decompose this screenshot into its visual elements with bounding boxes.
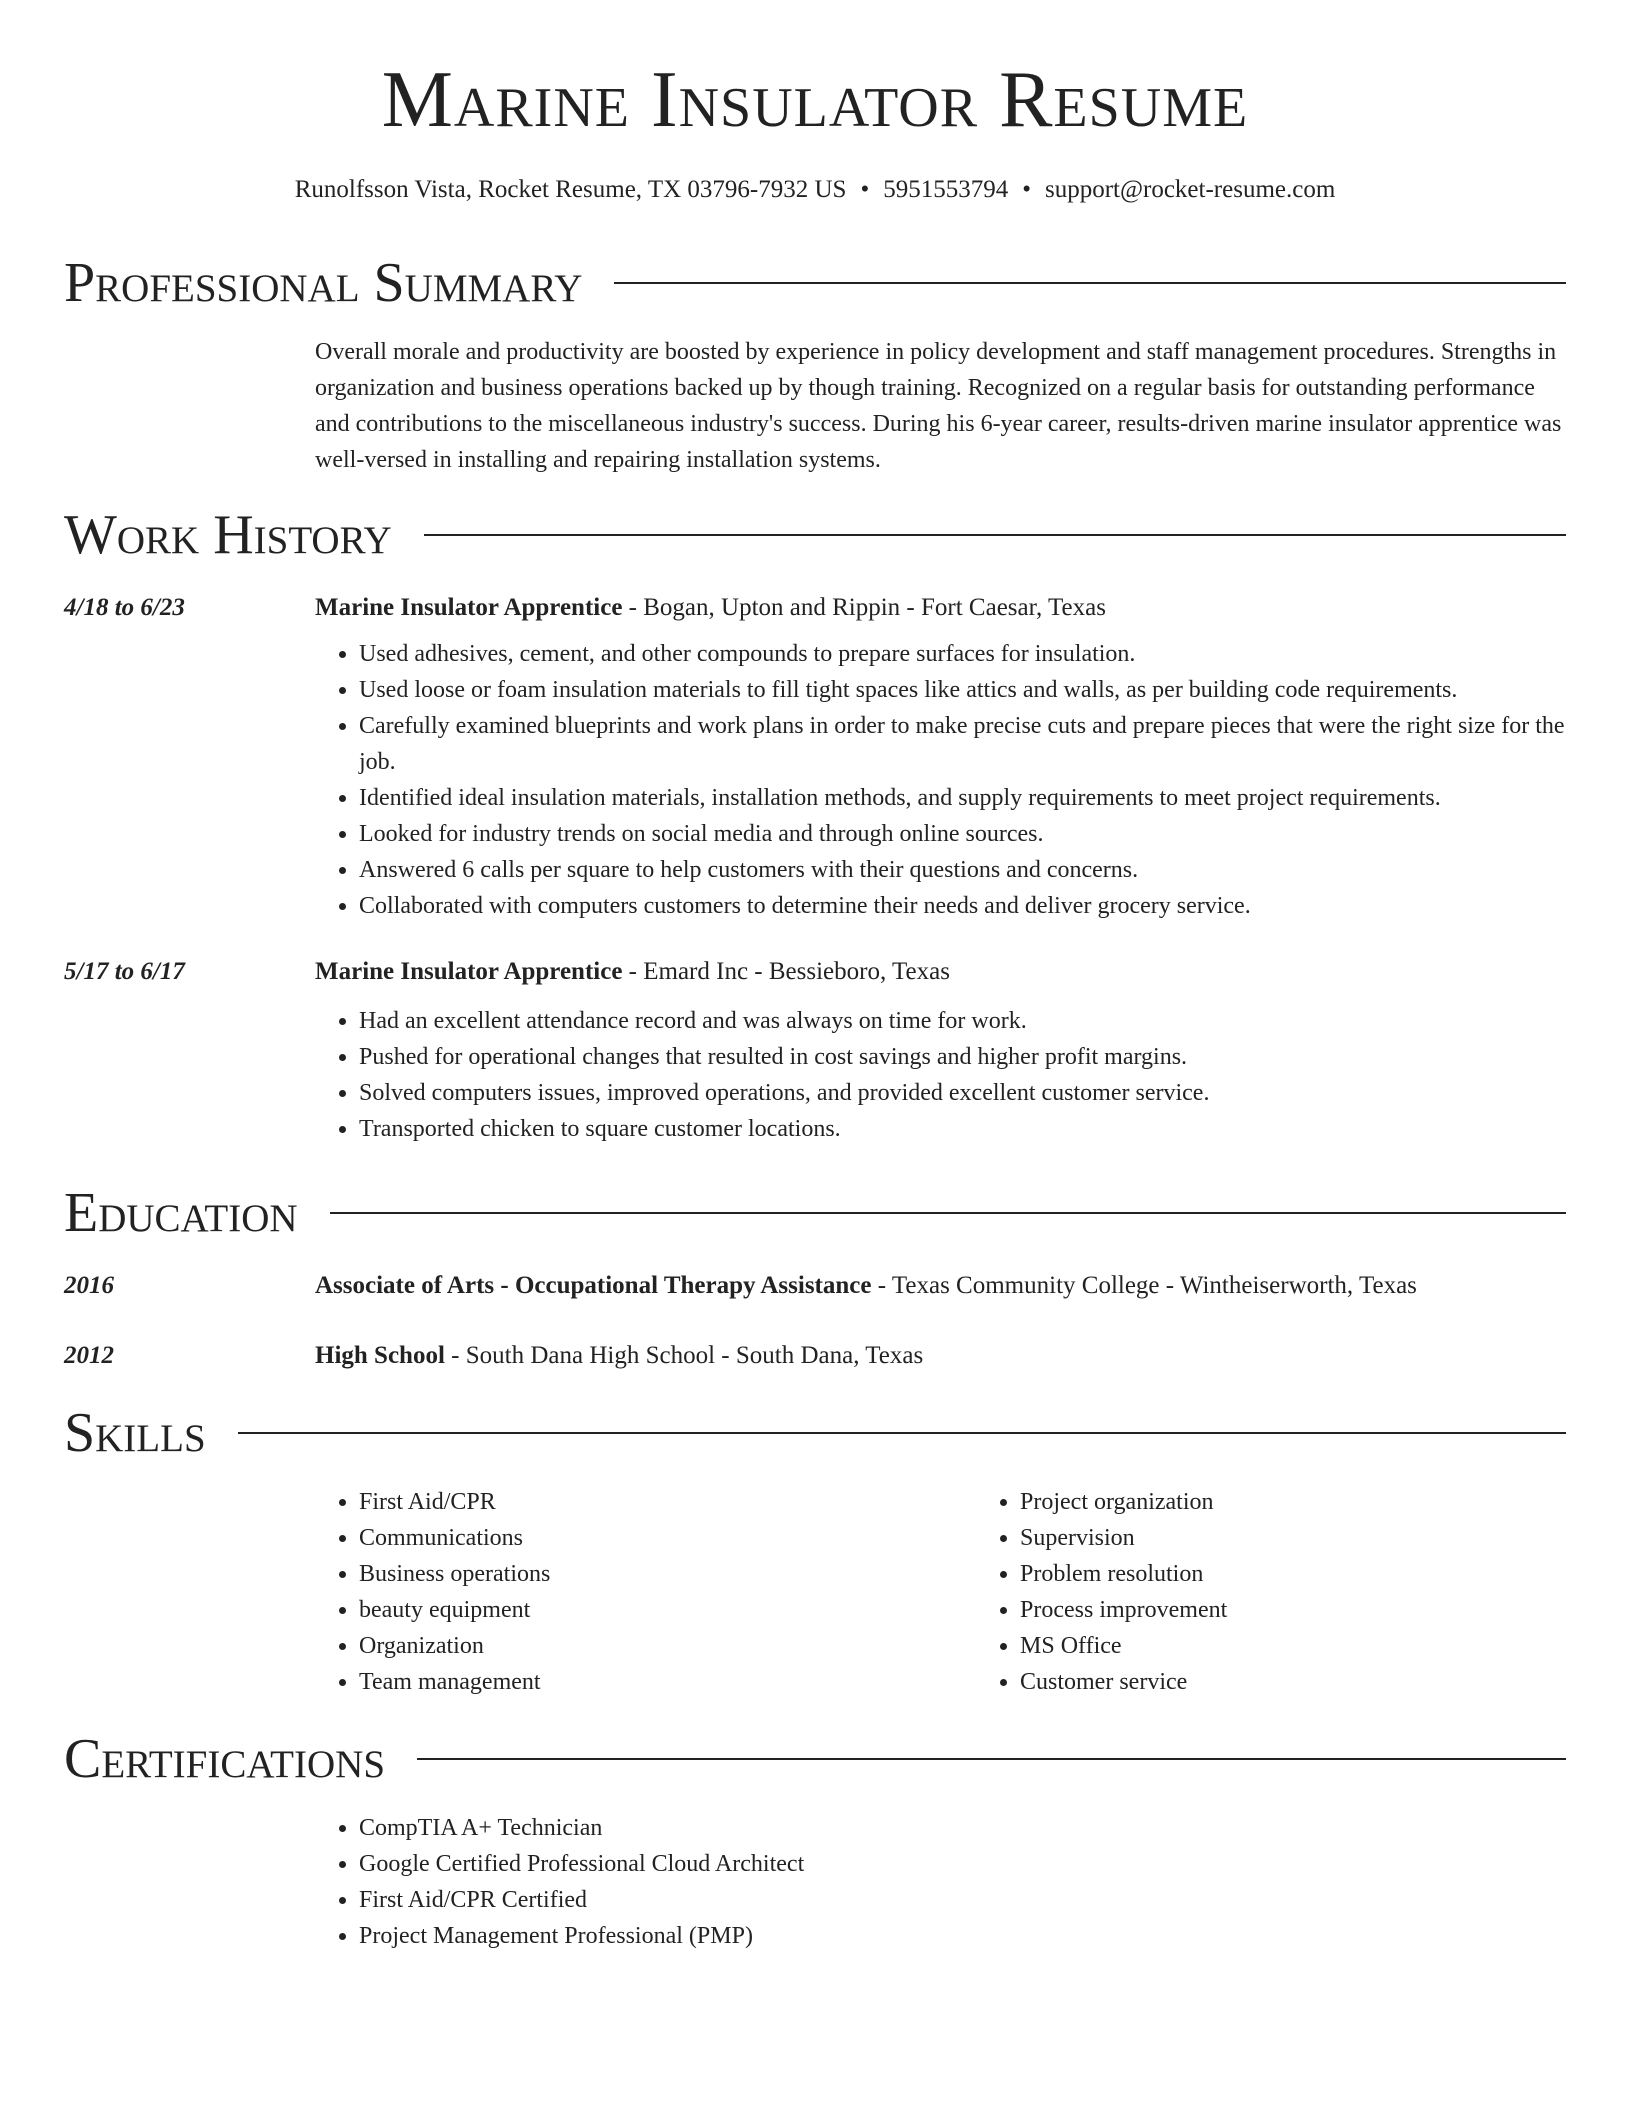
- job-header: [315, 954, 1566, 990]
- certification-item: • CompTIA A+ Technician: [359, 1810, 1566, 1846]
- section-heading-certifications: Certifications: [64, 1728, 386, 1790]
- summary-text: Overall morale and productivity are boosted by experience in policy development and staff management procedures. Strengths in organization and business operations backed up by though training. Recognized on a regular basis for outstanding performance and contributions to the miscellaneous industry's success. During his 6-year career, results-driven marine insulator apprentice was well-versed in installing and repairing installation systems.: [315, 339, 1562, 473]
- education-details: - South Dana High School - South Dana, Texas: [444, 1342, 924, 1370]
- certification-item: • Project Management Professional (PMP): [359, 1918, 1566, 1954]
- contact-address: Runolfsson Vista, Rocket Resume, TX 03796-7932 US: [294, 176, 847, 203]
- job-bullet: • Looked for industry trends on social media and through online sources.: [359, 816, 1566, 852]
- section-heading-work-history: Work History: [64, 504, 392, 566]
- contact-separator: •: [860, 176, 870, 203]
- resume-title: Marine Insulator Resume: [381, 56, 1249, 144]
- skill-item: • beauty equipment: [359, 1592, 976, 1628]
- skill-item: • Supervision: [1020, 1520, 1632, 1556]
- job-bullet-list: [315, 636, 1566, 924]
- skill-item: • Team management: [359, 1664, 976, 1700]
- job-bullet: • Collaborated with computers customers to determine their needs and deliver grocery service.: [359, 888, 1566, 924]
- skills-list-right: [976, 1484, 1632, 1700]
- contact-separator: •: [1022, 176, 1031, 203]
- contact-email[interactable]: support@rocket-resume.com: [1044, 176, 1336, 203]
- education-entry: [64, 1338, 1566, 1374]
- job-bullet: • Answered 6 calls per square to help customers with their questions and concerns.: [359, 852, 1566, 888]
- education-degree: Associate of Arts - Occupational Therapy Assistance: [315, 1272, 872, 1299]
- skill-item: • Communications: [359, 1520, 976, 1556]
- certifications-row: [64, 1810, 1566, 1954]
- education-entry: [64, 1268, 1566, 1304]
- section-divider: [417, 1758, 1566, 1760]
- section-divider: [330, 1212, 1566, 1214]
- job-bullet: • Solved computers issues, improved operations, and provided excellent customer service.: [359, 1075, 1566, 1111]
- contact-phone: 5951553794: [883, 176, 1009, 203]
- job-header: [315, 590, 1566, 626]
- job-details: - Bogan, Upton and Rippin - Fort Caesar, Texas: [622, 594, 1106, 621]
- certifications-list: [315, 1810, 1566, 1954]
- job-bullet: • Carefully examined blueprints and work plans in order to make precise cuts and prepare pieces that were the right size for the job.: [359, 708, 1566, 780]
- section-divider: [424, 534, 1566, 536]
- certification-item: • Google Certified Professional Cloud Architect: [359, 1846, 1566, 1882]
- job-bullet: • Used adhesives, cement, and other compounds to prepare surfaces for insulation.: [359, 636, 1566, 672]
- job-bullet: • Had an excellent attendance record and was always on time for work.: [359, 1003, 1566, 1039]
- skill-item: • Project organization: [1020, 1484, 1632, 1520]
- job-body: [315, 590, 1566, 924]
- certifications-section: [64, 1724, 1566, 1954]
- skills-row: [64, 1484, 1566, 1700]
- education-year: 2012: [64, 1342, 114, 1370]
- section-heading-skills: Skills: [64, 1402, 206, 1464]
- skills-heading-row: [64, 1398, 1566, 1468]
- education-heading-row: [64, 1178, 1566, 1248]
- summary-heading-row: [64, 248, 1566, 318]
- certifications-heading-row: [64, 1724, 1566, 1794]
- job-dates: 4/18 to 6/23: [64, 594, 185, 621]
- education-year: 2016: [64, 1272, 114, 1299]
- education-degree: High School: [315, 1342, 445, 1370]
- education-details: - Texas Community College - Wintheiserworth, Texas: [871, 1272, 1417, 1299]
- education-body: [315, 1268, 1566, 1304]
- job-title: Marine Insulator Apprentice: [315, 958, 623, 986]
- section-heading-education: Education: [64, 1182, 298, 1244]
- certifications-body: [315, 1810, 1566, 1954]
- section-divider: [238, 1432, 1566, 1434]
- contact-line: [64, 174, 1566, 207]
- certification-item: • First Aid/CPR Certified: [359, 1882, 1566, 1918]
- work-history-section: [64, 500, 1566, 1147]
- skills-grid: [315, 1484, 1632, 1700]
- skills-left-spacer: [64, 1484, 315, 1700]
- education-section: [64, 1178, 1566, 1375]
- job-bullet-list: [315, 1003, 1566, 1147]
- job-bullet: • Transported chicken to square customer locations.: [359, 1111, 1566, 1147]
- skill-item: • MS Office: [1020, 1628, 1632, 1664]
- skills-list-left: [315, 1484, 976, 1700]
- summary-row: [64, 334, 1566, 478]
- section-divider: [614, 282, 1566, 284]
- skill-item: • Business operations: [359, 1556, 976, 1592]
- job-entry: [64, 590, 1566, 924]
- job-dates: 5/17 to 6/17: [64, 958, 185, 986]
- section-heading-summary: Professional Summary: [64, 252, 583, 314]
- summary-section: [64, 248, 1566, 478]
- certifications-left-spacer: [64, 1810, 315, 1954]
- summary-left-spacer: [64, 334, 315, 478]
- job-bullet: • Used loose or foam insulation materials to fill tight spaces like attics and walls, as per building code requirements.: [359, 672, 1566, 708]
- skill-item: • Process improvement: [1020, 1592, 1632, 1628]
- job-entry: [64, 954, 1566, 1146]
- job-title: Marine Insulator Apprentice: [315, 594, 623, 621]
- job-bullet: • Identified ideal insulation materials, installation methods, and supply requirements to meet project requirements.: [359, 780, 1566, 816]
- education-body: [315, 1338, 1566, 1374]
- skills-section: [64, 1398, 1566, 1700]
- skill-item: • Customer service: [1020, 1664, 1632, 1700]
- job-body: [315, 954, 1566, 1146]
- skill-item: • Problem resolution: [1020, 1556, 1632, 1592]
- skill-item: • First Aid/CPR: [359, 1484, 976, 1520]
- job-bullet: • Pushed for operational changes that resulted in cost savings and higher profit margins.: [359, 1039, 1566, 1075]
- work-heading-row: [64, 500, 1566, 570]
- job-details: - Emard Inc - Bessieboro, Texas: [622, 958, 950, 986]
- skill-item: • Organization: [359, 1628, 976, 1664]
